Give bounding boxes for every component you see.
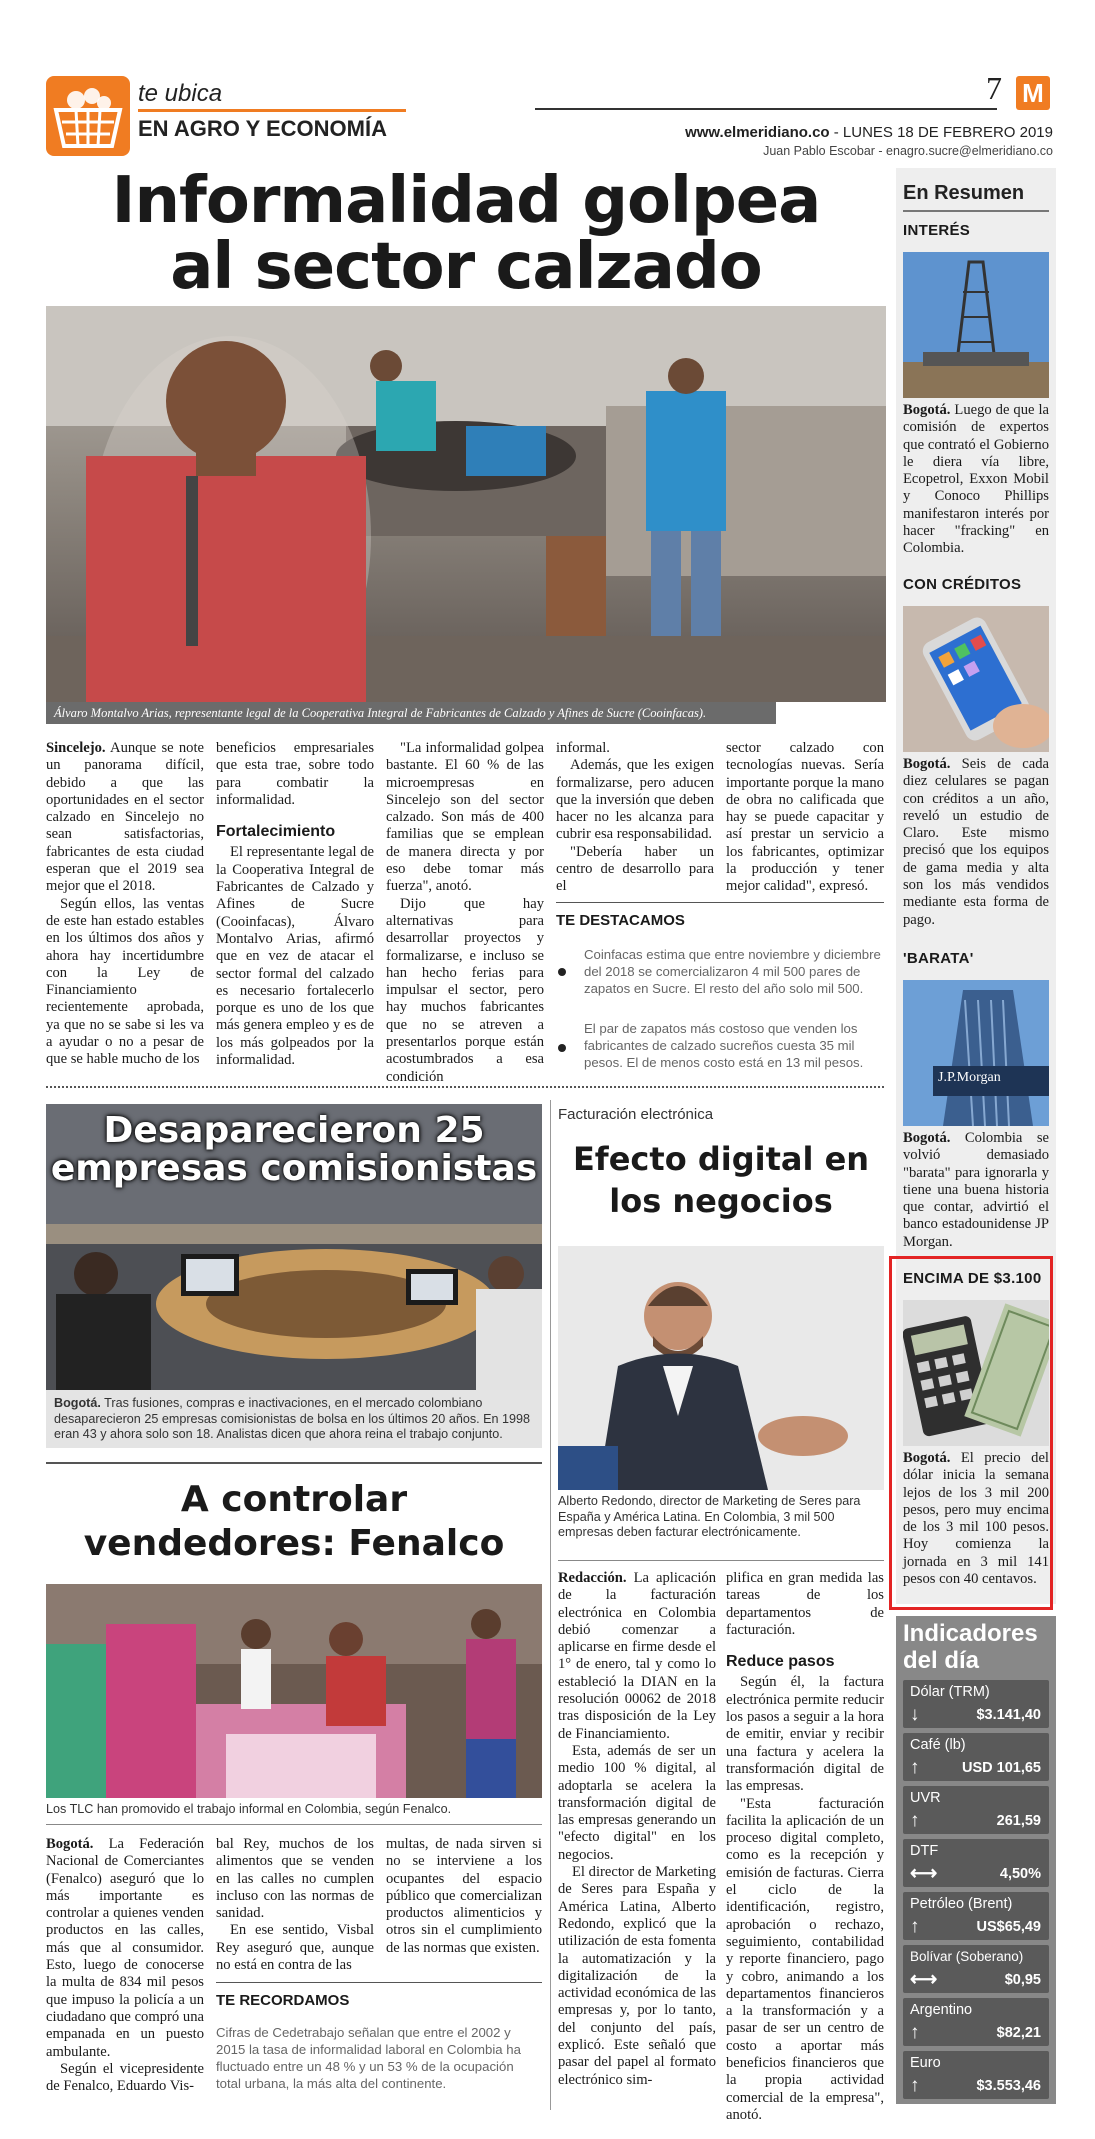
- fenalco-caption-rule: [46, 1824, 542, 1825]
- main-col2-p1: beneficios empresariales que esta trae, sobre todo para combatir la informalidad.: [216, 740, 374, 808]
- digital-col1-p2: Esta, además de ser un medio 100 % digital, al adoptarla se acelera la transformación digital de las empresas generando un "efecto digital" en los negocios.: [558, 1742, 716, 1863]
- fenalco-col-1: [46, 1836, 204, 2095]
- fenalco-headline-line2: vendedores: Fenalco: [83, 1523, 505, 1564]
- main-col3-p1: "La informalidad golpea bastante. El 60 % de las microempresas en Sincelejo son del sector calzado. Son más de 400 familias que se emplean de manera directa y por eso debe tomar más fuerza", anotó.: [386, 740, 544, 895]
- sidebar-creditos-text: [903, 756, 1049, 929]
- recordamos-rule: [216, 1982, 542, 1983]
- calculator-money-icon: [903, 1300, 1049, 1446]
- section-logo: [46, 76, 130, 156]
- arrow-down-icon: ↓: [910, 1704, 920, 1725]
- arrow-up-icon: ↑: [910, 2022, 920, 2043]
- main-col-5: [726, 740, 884, 896]
- main-headline-line1: Informalidad golpea: [111, 164, 821, 238]
- header-orange-rule: [138, 109, 406, 112]
- indicadores-title-line1: Indicadores: [903, 1620, 1038, 1647]
- indicator-petroleo: [903, 1892, 1049, 1940]
- bank-building-icon: [903, 980, 1049, 1126]
- digital-dateline: Redacción.: [558, 1570, 627, 1586]
- indicator-bolivar: [903, 1945, 1049, 1993]
- destacamos-bullet-1: [558, 968, 566, 976]
- main-dateline: Sincelejo.: [46, 740, 106, 756]
- comisionistas-dateline: Bogotá.: [54, 1396, 101, 1410]
- main-col-3: [386, 740, 544, 1086]
- arrow-up-icon: ↑: [910, 1757, 920, 1778]
- indicator-uvr: [903, 1786, 1049, 1834]
- main-subhead-fortalecimiento: Fortalecimiento: [216, 823, 336, 841]
- arrow-up-icon: ↑: [910, 1810, 920, 1831]
- fenalco-headline-line1: A controlar: [180, 1479, 408, 1520]
- comisionistas-caption: Tras fusiones, compras e inactivaciones, en el mercado colombiano desaparecieron 25 empresas comisionistas de bolsa en los últimos 20 años. En 1998 eran 43 y ahora solo son 18. Analistas dicen que ahora reina el trabajo conjunto.: [54, 1396, 531, 1441]
- indicadores-title: [903, 1620, 1038, 1674]
- fenalco-col2-p2: En ese sentido, Visbal Rey aseguró que, aunque no está en contra de las: [216, 1922, 374, 1974]
- fenalco-photo: [46, 1584, 542, 1798]
- main-col5-p1: sector calzado con tecnologías nuevas. Sería importante porque la mano de obra no calificada que hay se puede capacitar y así prestar un servicio a los fabricantes, optimizar la producción y tener mejor calidad", expresó.: [726, 740, 884, 895]
- indicator-argentino-name: Argentino: [910, 2002, 973, 2018]
- sidebar-dolar-body: El precio del dólar inicia la semana lejos de los 3 mil 200 pesos, pero muy encima de los 3 mil 100 pesos. Hoy comienza la jornada en 3 mil 141 pesos con 40 centavos.: [903, 1450, 1049, 1588]
- sidebar-item-interes-label: INTERÉS: [903, 222, 971, 239]
- digital-photo-caption: Alberto Redondo, director de Marketing de Seres para España y América Latina. En Colombia, 3 mil 500 empresas deben facturar electrónicamente.: [558, 1494, 861, 1539]
- street-vendors-scene: [46, 1584, 542, 1798]
- main-col1-p1: Aunque se note un panorama difícil, debido a que las oportunidades en el sector calzado en Sincelejo no sean satisfactorias, fabricantes de esta ciudad esperan que el 2019 sea mejor que el 2018.: [46, 740, 204, 895]
- main-bottom-divider: [46, 1086, 884, 1088]
- main-col4-p1: Además, que les exigen formalizarse, pero aducen que la inversión que deben hacer no les alcanza para cubrir esa responsabilidad.: [556, 757, 714, 843]
- digital-col2-p2: Según él, la factura electrónica permite reducir los pasos a seguir a la hora de emitir, enviar y recibir una factura y acelera la transformación digital de las empresas.: [726, 1674, 884, 1795]
- sidebar-item-barata-label: 'BARATA': [903, 950, 974, 967]
- fenalco-photo-caption: Los TLC han promovido el trabajo informal en Colombia, según Fenalco.: [46, 1802, 452, 1816]
- recordamos-text: Cifras de Cedetrabajo señalan que entre el 2002 y 2015 la tasa de informalidad laboral en Colombia ha fluctuado entre un 48 % y un 53 % de la ocupación total urbana, la más alta del continente.: [216, 2025, 521, 2091]
- main-photo: [46, 306, 886, 702]
- indicator-euro-value: $3.553,46: [976, 2078, 1041, 2094]
- destacamos-title: TE DESTACAMOS: [556, 912, 685, 929]
- comisionistas-caption-box: [46, 1390, 542, 1448]
- sidebar-barata-dateline: Bogotá.: [903, 1130, 951, 1146]
- arrow-up-icon: ↑: [910, 1916, 920, 1937]
- indicator-cafe-name: Café (lb): [910, 1737, 966, 1753]
- digital-photo: [558, 1246, 884, 1490]
- sidebar-title-rule: [903, 210, 1049, 212]
- sidebar-barata-photo: [903, 980, 1049, 1126]
- main-headline: [46, 164, 886, 304]
- comisionistas-headline: [46, 1112, 542, 1188]
- main-col3-p2: Dijo que hay alternativas para desarrollar proyectos y formalizarse, e incluso se han hecho ferias para impulsar el sector, pero hay muchos fabricantes que no se atreven a presentarlos porque están acostumbrados a esa condición: [386, 895, 544, 1085]
- digital-col2-p3: "Esta facturación facilita la aplicación de un proceso digital completo, como es la recepción y emisión de facturas. Cierra el ciclo de la identificación, registro, aprobación o rechazo, seguimiento, contabilidad y reporte financiero, pago y cobro, animando a los departamentos financieros a la transformación y a pasar de ser un centro de costo a aportar más beneficios financieros que la propia actividad comercial de la empresa", anotó.: [726, 1795, 884, 2123]
- sidebar-interes-body: Luego de que la comisión de expertos que contrató el Gobierno le diera vía libre, Ecopetrol, Exxon Mobil y Conoco Phillips manifestaron interés por hacer "fracking" en Colombia.: [903, 402, 1049, 557]
- indicator-euro: [903, 2051, 1049, 2099]
- oil-rig-icon: [903, 252, 1049, 398]
- indicator-dolar: [903, 1680, 1049, 1728]
- digital-subhead-reduce: Reduce pasos: [726, 1653, 835, 1671]
- sidebar-item-dolar-label: ENCIMA DE $3.100: [903, 1270, 1042, 1287]
- digital-caption-rule: [558, 1560, 884, 1561]
- sidebar-title: En Resumen: [903, 182, 1025, 204]
- indicator-dtf-name: DTF: [910, 1843, 939, 1859]
- recordamos-title: TE RECORDAMOS: [216, 1992, 350, 2009]
- meridiano-logo: M: [1016, 76, 1050, 110]
- main-col-2: [216, 740, 374, 1069]
- main-col4-p2: "Debería haber un centro de desarrollo para el: [556, 843, 714, 895]
- executive-portrait: [558, 1246, 884, 1490]
- sidebar-item-creditos-label: CON CRÉDITOS: [903, 576, 1022, 593]
- sidebar-creditos-photo: [903, 606, 1049, 752]
- page-number: 7: [986, 70, 1002, 106]
- digital-kicker: Facturación electrónica: [558, 1106, 714, 1123]
- digital-col1-p3: El director de Marketing de Seres para España y América Latina, Alberto Redondo, explicó que la utilización de esta fomenta la automatización y la digitalización de la actividad económica de las empresas y, por lo tanto, del conjunto del país, explicó. Este señaló que pasar del papel al formato electrónico sim-: [558, 1864, 716, 2088]
- main-col-1: [46, 740, 204, 1069]
- digital-headline-line1: Efecto digital en: [572, 1140, 870, 1178]
- sidebar-dolar-dateline: Bogotá.: [903, 1450, 951, 1466]
- destacamos-item-1: Coinfacas estima que entre noviembre y diciembre del 2018 se comercializaron 4 mil 500 pares de zapatos en Sucre. El resto del año solo mil 500.: [584, 947, 881, 996]
- indicator-petroleo-name: Petróleo (Brent): [910, 1896, 1013, 1912]
- indicadores-title-line2: del día: [903, 1647, 980, 1674]
- fenalco-col3-p1: multas, de nada sirven si no se interviene a los ocupantes del espacio público que comercializan productos alimenticios y otros sin el cumplimiento de las normas que existen.: [386, 1836, 542, 1956]
- indicator-petroleo-value: US$65,49: [976, 1919, 1041, 1935]
- comisionistas-headline-line1: Desaparecieron 25: [103, 1110, 485, 1151]
- fenalco-top-rule: [46, 1462, 542, 1464]
- indicator-uvr-value: 261,59: [996, 1813, 1041, 1829]
- sidebar-creditos-body: Seis de cada diez celulares se pagan con créditos a un año, reveló un estudio de Claro. Este mismo precisó que los equipos de gama media y alta son los más vendidos mediante esta forma de pago.: [903, 756, 1049, 928]
- digital-headline-line2: los negocios: [609, 1182, 833, 1220]
- destacamos-rule: [556, 902, 884, 903]
- basket-icon: [46, 76, 130, 156]
- main-col-4: [556, 740, 714, 896]
- fenalco-col1-p2: Según el vicepresidente de Fenalco, Eduardo Vis-: [46, 2060, 204, 2095]
- main-photo-caption: Álvaro Montalvo Arias, representante legal de la Cooperativa Integral de Fabricantes de Calzado y Afines de Sucre (Cooinfacas).: [46, 702, 776, 724]
- sidebar-creditos-dateline: Bogotá.: [903, 756, 951, 772]
- fenalco-headline: [46, 1478, 542, 1566]
- sidebar-barata-text: [903, 1130, 1049, 1251]
- indicator-dolar-value: $3.141,40: [976, 1707, 1041, 1723]
- indicator-bolivar-value: $0,95: [1004, 1972, 1041, 1988]
- section-title: EN AGRO Y ECONOMÍA: [138, 116, 387, 141]
- main-col1-p2: Según ellos, las ventas de este han estado estables en los últimos dos años y ahora hay incertidumbre con la Ley de Financiamiento recientemente aprobada, ya que no se sabe si les va a ayudar o no a pesar de que se hable mucho de los: [46, 895, 204, 1068]
- arrow-up-icon: ↑: [910, 2075, 920, 2096]
- digital-col-1: [558, 1570, 716, 2089]
- issue-date: - LUNES 18 DE FEBRERO 2019: [829, 124, 1053, 141]
- digital-headline: [558, 1138, 884, 1222]
- fenalco-col1-p1: La Federación Nacional de Comerciantes (Fenalco) aseguró que lo más importante es controlar a quienes venden productos en las calles, más que al consumidor. Esto, luego de conocerse la multa de 834 mil pesos que impuso la policía a un ciudadano que compró una empanada en un puesto ambulante.: [46, 1836, 204, 2060]
- byline: Juan Pablo Escobar - enagro.sucre@elmeridiano.co: [763, 144, 1053, 158]
- main-col2-p2: El representante legal de la Cooperativa Integral de Fabricantes de Calzado y Afines de Sucre (Cooinfacas), Álvaro Montalvo Arias, afirmó que en vez de atacar el sector formal del calzado es necesario fortalecerlo porque es uno de los que más genera empleo y es de los más golpeados por la informalidad.: [216, 844, 374, 1069]
- sidebar-barata-body: Colombia se volvió demasiado "barata" para ignorarla y tiene una buena historia que contar, advirtió el banco estadounidense JP Morgan.: [903, 1130, 1049, 1250]
- workshop-scene: [46, 306, 886, 702]
- indicator-dtf-value: 4,50%: [999, 1866, 1041, 1882]
- digital-col2-p1: plifica en gran medida las tareas de los departamentos de facturación.: [726, 1570, 884, 1638]
- sidebar-dolar-text: [903, 1450, 1049, 1588]
- arrow-both-icon: ⟷: [910, 1863, 938, 1884]
- fenalco-col-3: [386, 1836, 542, 1957]
- indicator-argentino: [903, 1998, 1049, 2046]
- indicator-bolivar-name: Bolívar (Soberano): [910, 1949, 1024, 1964]
- destacamos-item-2: El par de zapatos más costoso que venden los fabricantes de calzado sucreños cuesta 35 mil pesos. El de menos costo está en 13 mil pesos.: [584, 1021, 864, 1070]
- indicator-argentino-value: $82,21: [996, 2025, 1041, 2041]
- smartphone-icon: [903, 606, 1049, 752]
- indicator-uvr-name: UVR: [910, 1790, 941, 1806]
- destacamos-bullet-2: [558, 1044, 566, 1052]
- arrow-both-icon: ⟷: [910, 1969, 938, 1990]
- site-date-line: [685, 124, 1053, 141]
- main-headline-line2: al sector calzado: [170, 230, 762, 304]
- digital-col1-p1: La aplicación de la facturación electrónica en Colombia debió comenzar a aplicarse en firme desde el 1° de enero, tal y como lo estableció la DIAN en la resolución 00062 de 2018 tras disposición de la Ley de Financiamiento.: [558, 1570, 716, 1742]
- jpmorgan-sign: J.P.Morgan: [938, 1070, 1001, 1085]
- comisionistas-headline-line2: empresas comisionistas: [50, 1148, 538, 1189]
- sidebar-interes-photo: [903, 252, 1049, 398]
- digital-col-2: [726, 1570, 884, 2124]
- digital-left-rule: [550, 1100, 551, 2110]
- fenalco-col-2: [216, 1836, 374, 1974]
- indicator-dolar-name: Dólar (TRM): [910, 1684, 990, 1700]
- fenalco-col2-p1: bal Rey, muchos de los alimentos que se venden en las calles no cumplen incluso con las normas de sanidad.: [216, 1836, 374, 1922]
- header-rule: [535, 108, 997, 110]
- main-col4-p0: informal.: [556, 740, 610, 756]
- site-url: www.elmeridiano.co: [685, 124, 830, 141]
- section-small-label: te ubica: [138, 80, 223, 107]
- indicator-euro-name: Euro: [910, 2055, 941, 2071]
- sidebar-interes-dateline: Bogotá.: [903, 402, 951, 418]
- indicator-cafe-value: USD 101,65: [962, 1760, 1041, 1776]
- sidebar-dolar-photo: [903, 1300, 1049, 1446]
- indicator-dtf: [903, 1839, 1049, 1887]
- sidebar-interes-text: [903, 402, 1049, 558]
- indicator-cafe: [903, 1733, 1049, 1781]
- fenalco-dateline: Bogotá.: [46, 1836, 94, 1852]
